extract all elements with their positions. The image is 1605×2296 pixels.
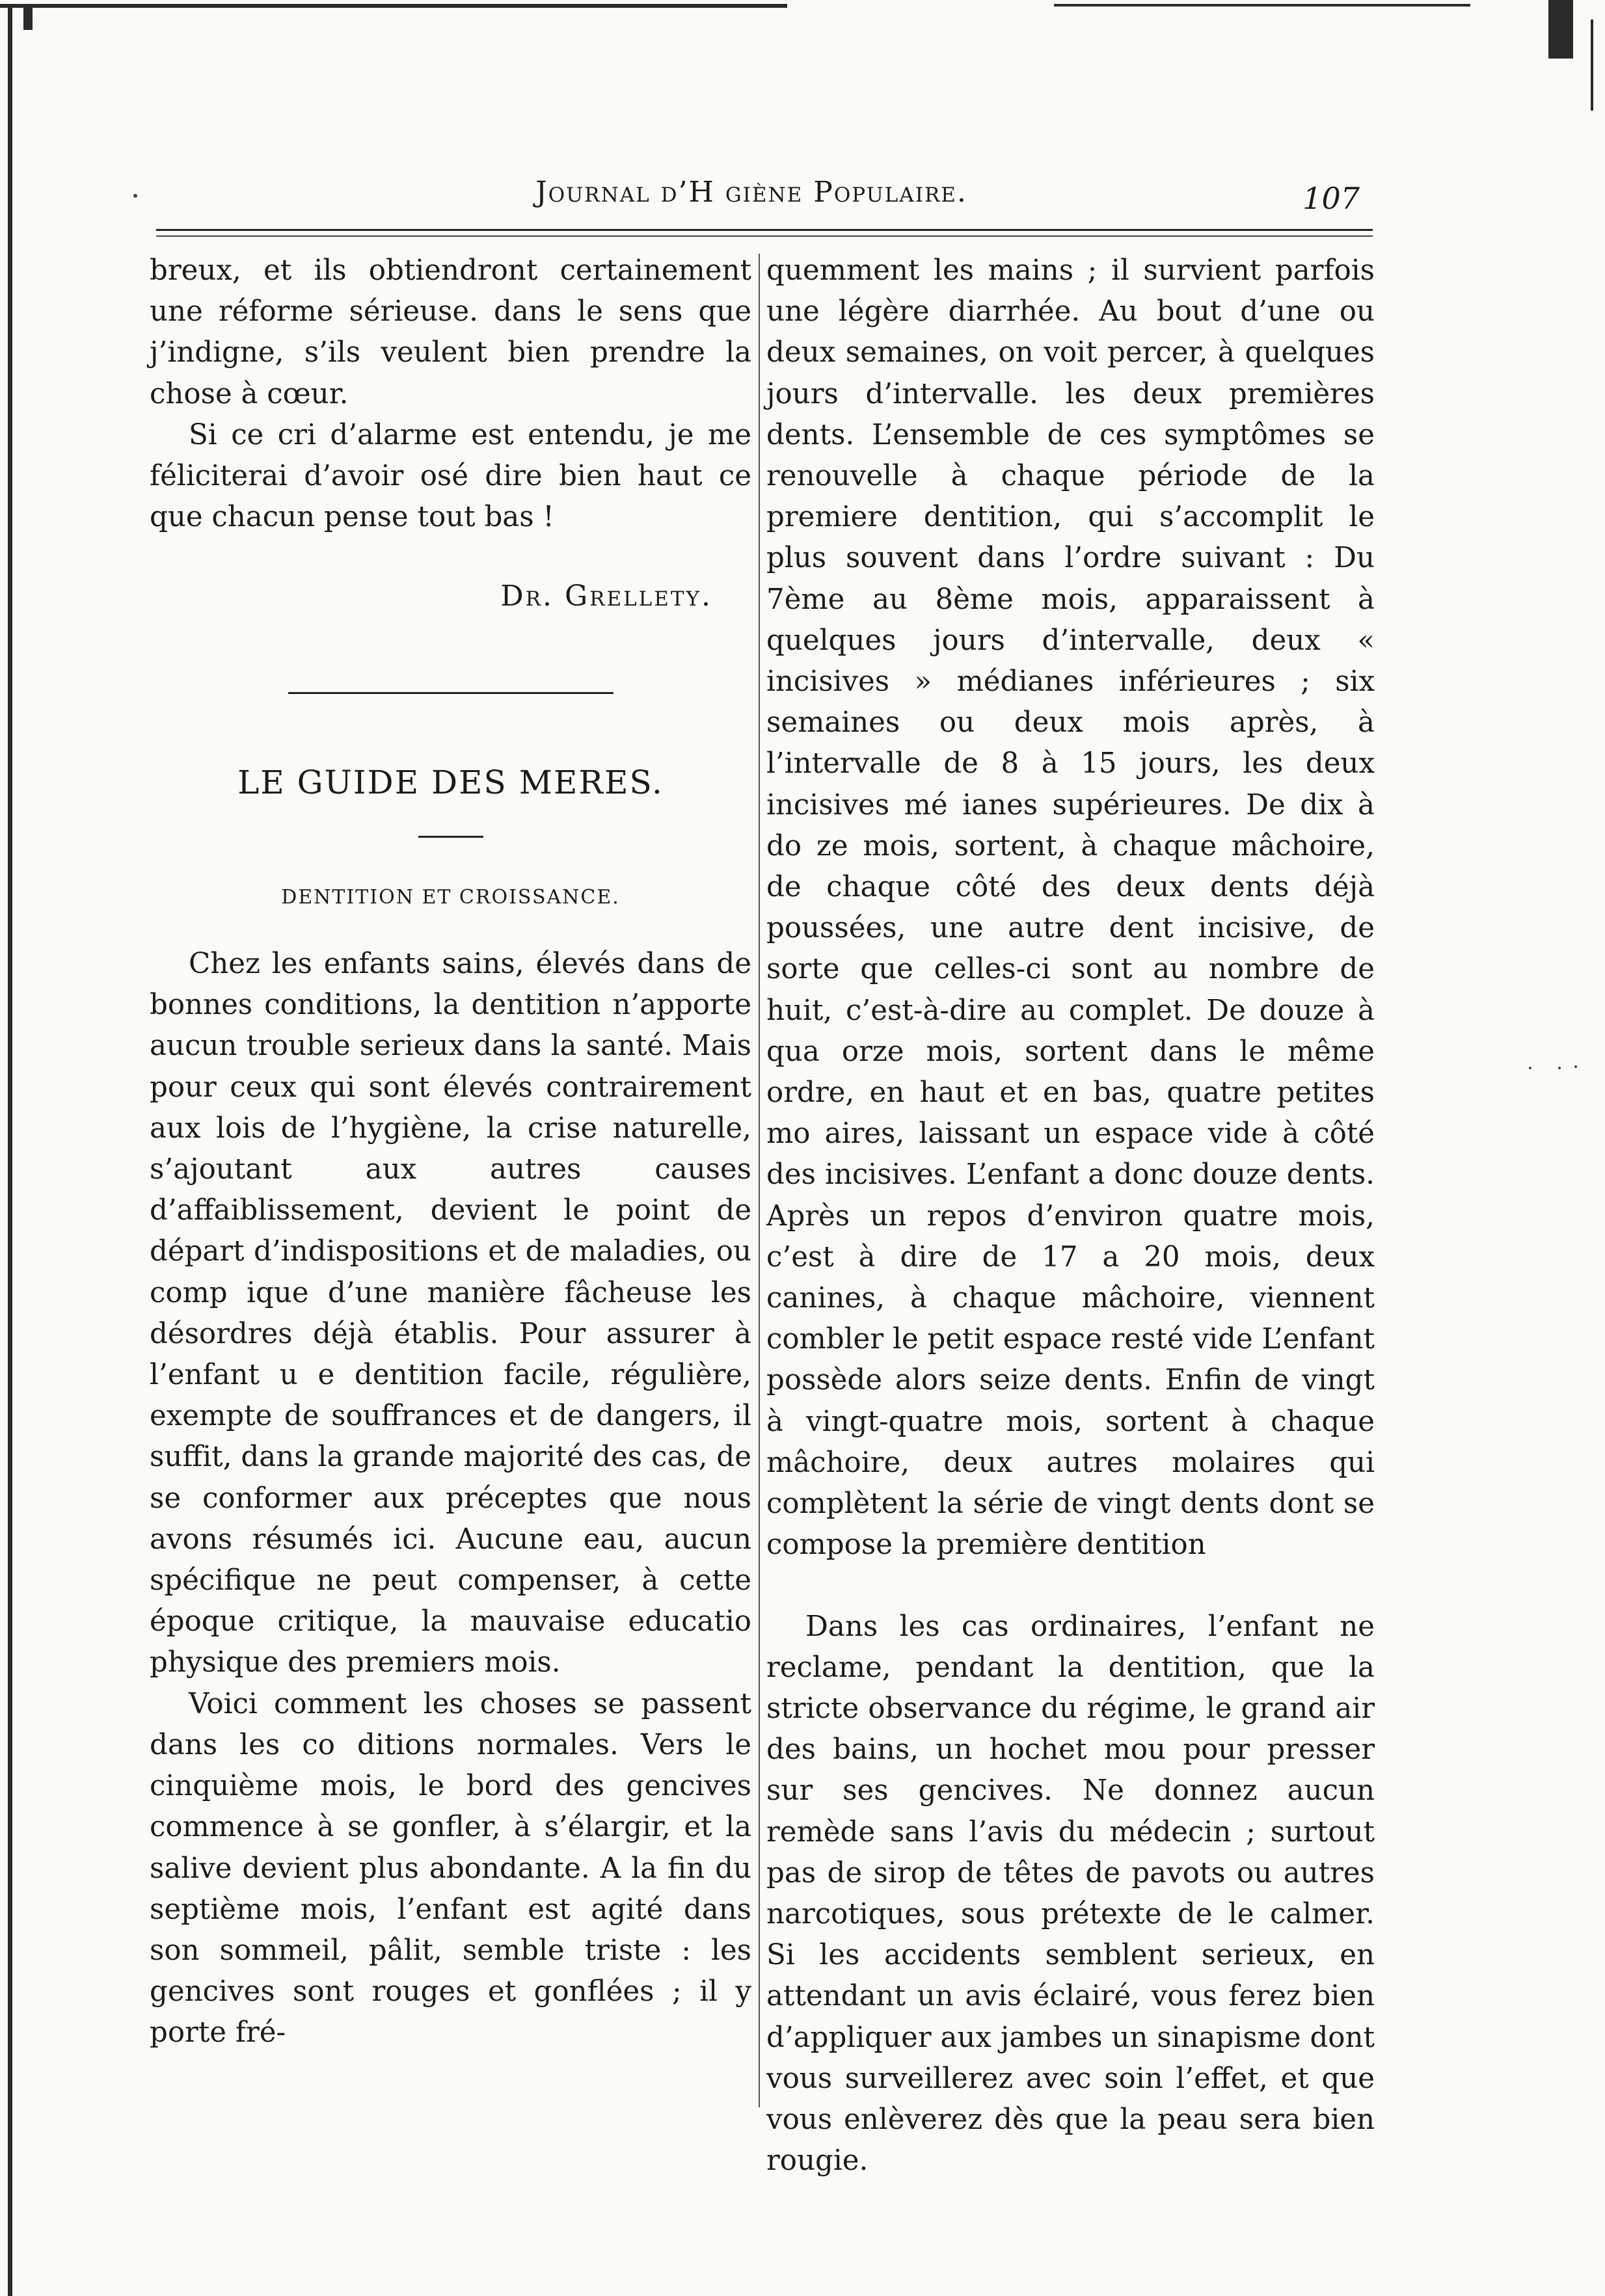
section-title: LE GUIDE DES MERES. — [237, 763, 664, 801]
section-subtitle: DENTITION ET CROISSANCE. — [281, 885, 620, 909]
scan-border-top-right — [1054, 4, 1470, 7]
paragraph: Chez les enfants sains, élevés dans de bonnes conditions, la dentition n’apporte aucun trouble serieux dans la santé. Mais pour ceux qui sont élevés contrairement aux lois de l’hygiène, la crise naturelle, s’ajoutant aux autres causes d’affaiblissement, devient le point de départ d’indispositions et de maladies, ou comp ique d’une manière fâcheuse les désordres déjà établis. Pour assurer à l’enfant u e dentition facile, régulière, exempte de souffrances et de dangers, il suffit, dans la grande majorité des cas, de se conformer aux préceptes que nous avons résumés ici. Aucune eau, aucun spécifique ne peut compenser, à cette époque critique, la mauvaise educatio physique des premiers mois. — [150, 948, 751, 1679]
column-divider — [759, 254, 760, 2107]
title-rule — [418, 836, 483, 838]
scan-border-corner — [1548, 0, 1573, 59]
paragraph: quemment les mains ; il survient parfois une légère diarrhée. Au bout d’une ou deux semaines, on voit percer, à quelques jours d’intervalle. les deux premières dents. L’ensemble de ces symptômes se renouvelle à chaque période de la premiere dentition, qui s’accomplit le plus souvent dans l’ordre suivant : Du 7ème au 8ème mois, apparaissent à quelques jours d’intervalle, deux « incisives » médianes inférieures ; six semaines ou deux mois après, à l’intervalle de 8 à 15 jours, les deux incisives mé ianes supérieures. De dix à do ze mois, sortent, à chaque mâchoire, de chaque côté des deux dents déjà poussées, une autre dent incisive, de sorte que celles-ci sont au nombre de huit, c’est-à-dire au complet. De douze à qua orze mois, sortent dans le même ordre, en haut et en bas, quatre petites mo aires, laissant un espace vide à côté des incisives. L’enfant a donc douze dents. Après un repos d’environ quatre mois, c’est à dire de 17 a 20 mois, deux canines, à chaque mâchoire, viennent combler le petit espace resté vide L’enfant possède alors seize dents. Enfin de vingt à vingt-quatre mois, sortent à chaque mâchoire, deux autres molaires qui complètent la série de vingt dents dont se compose la première dentition — [766, 254, 1375, 1562]
author-signature: Dr. Grellety. — [500, 580, 712, 613]
running-title: Journal d’H giène Populaire. — [535, 176, 967, 209]
paragraph: Voici comment les choses se passent dans les co ditions normales. Vers le cinquième mois, le bord des gencives commence à se gonfler, à s’élargir, et la salive devient plus abondante. A la fin du septième mois, l’enfant est agité dans son sommeil, pâlit, semble triste : les gencives sont rouges et gonflées ; il y porte fré- — [150, 1687, 751, 2049]
right-column — [766, 250, 1375, 2182]
scan-border-left — [8, 4, 12, 2296]
page-number: 107 — [1302, 181, 1360, 216]
header-rule-secondary — [156, 235, 1373, 237]
paragraph: Dans les cas ordinaires, l’enfant ne reclame, pendant la dentition, que la stricte observance du régime, le grand air des bains, un hochet mou pour presser sur ses gencives. Ne donnez aucun remède sans l’avis du médecin ; surtout pas de sirop de têtes de pavots ou autres narcotiques, sous prétexte de le calmer. Si les accidents semblent serieux, en attendant un avis éclairé, vous ferez bien d’appliquer aux jambes un sinapisme dont vous surveillerez avec soin l’effet, et que vous enlèverez dès que la peau sera bien rougie. — [766, 1610, 1375, 2178]
page-header — [130, 176, 1366, 221]
paragraph: Si ce cri d’alarme est entendu, je me féliciterai d’avoir osé dire bien haut ce que chacun pense tout bas ! — [150, 418, 751, 534]
header-rule — [156, 229, 1373, 231]
scan-speck — [1574, 1065, 1577, 1068]
scan-speck — [1558, 1067, 1561, 1069]
scan-border-right — [1591, 20, 1593, 111]
left-column — [150, 250, 751, 2054]
scan-border-top — [0, 4, 787, 8]
scan-speck — [1529, 1067, 1531, 1069]
section-separator — [288, 692, 614, 694]
paragraph: breux, et ils obtiendront certainement une réforme sérieuse. dans le sens que j’indigne, s’ils veulent bien prendre la chose à cœur. — [150, 254, 751, 410]
scan-border-mark — [23, 4, 33, 30]
